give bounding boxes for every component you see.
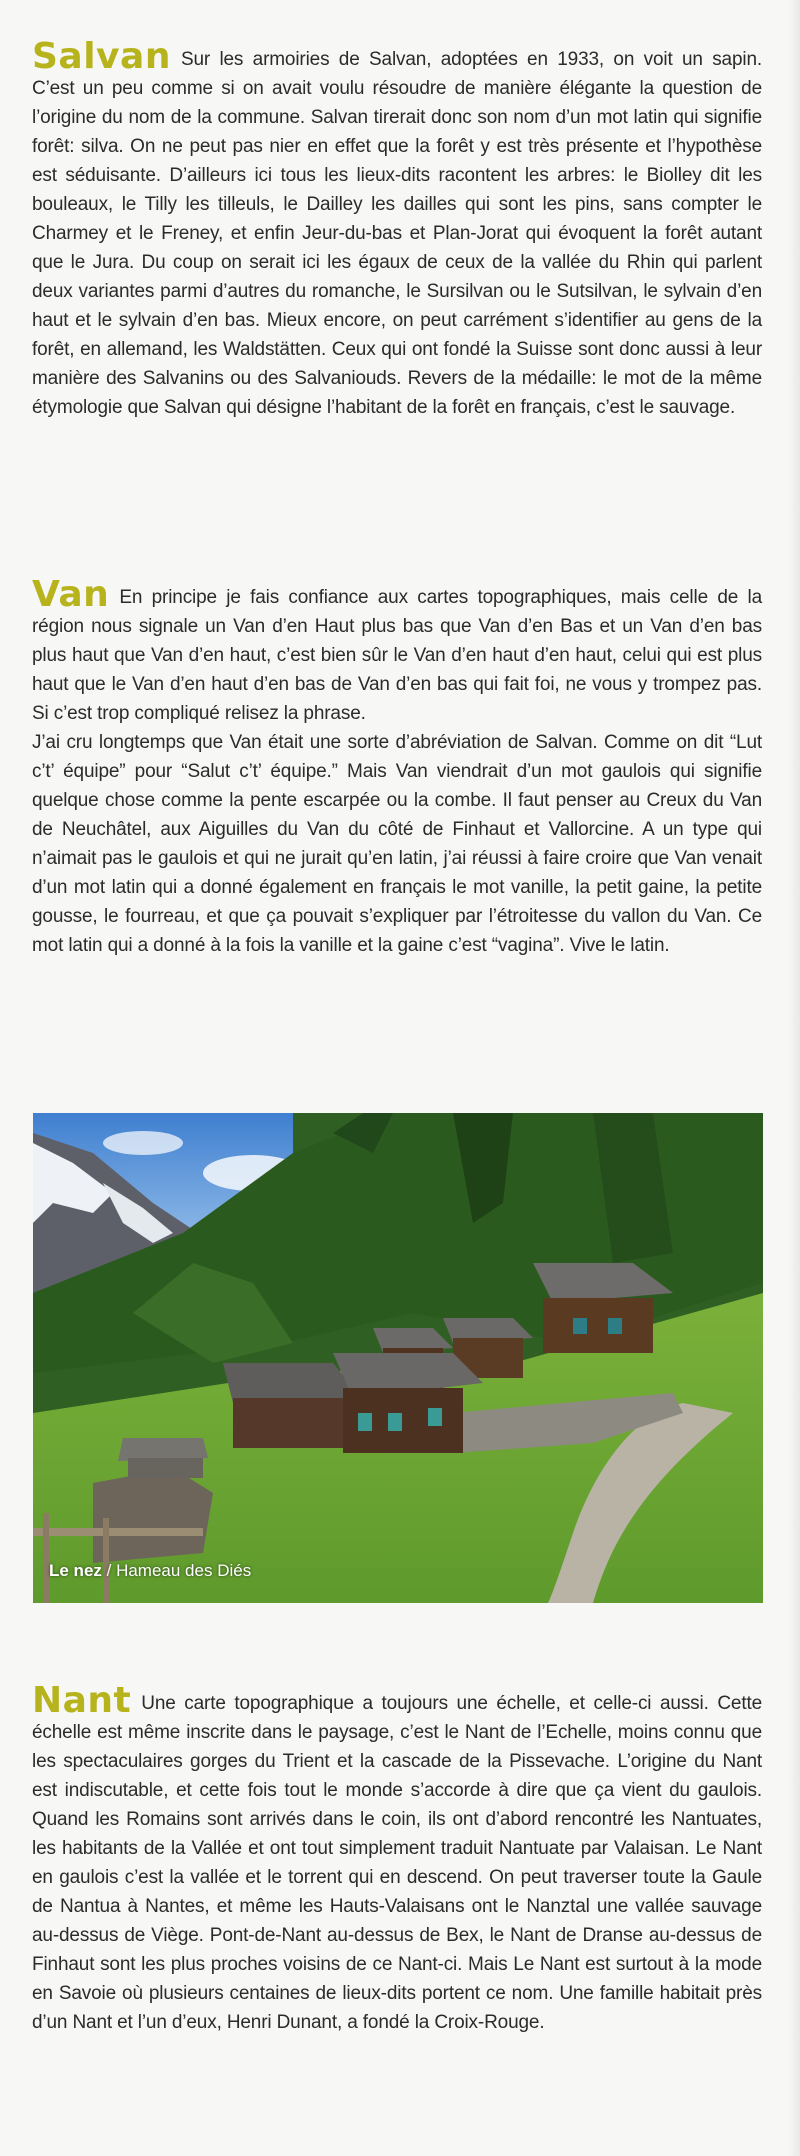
nant-text: Une carte topographique a toujours une échelle, et celle-ci aussi. Cette échelle est même inscrite dans le paysage, c’est le Nant de l’Echelle, moins connu que les spectaculaires gorges du Trient et la cascade de la Pissevache. L’origine du Nant est indiscutable, et cette fois tout le monde s’accorde à dire que ça vient du gaulois. Quand les Romains sont arrivés dans le coin, ils ont d’abord rencontré les Nantuates, les habitants de la Vallée et ont tout simplement traduit Nantuate par Valaisan. Le Nant en gaulois c’est la vallée et le torrent qui en descend. On peut traverser toute la Gaule de Nantua à Nantes, et même les Hauts-Valaisans ont le Nanztal une vallée sauvage au-dessus de Viège. Pont-de-Nant au-dessus de Bex, le Nant de Dranse au-dessus de Finhaut sont les plus proches voisins de ce Nant-ci. Mais Le Nant est surtout à la mode en Savoie où plusieurs centaines de lieux-dits portent ce nom. Une famille habitait près d’un Nant et l’un d’eux, Henri Dunant, a fondé la Croix-Rouge. [32,1693,762,2033]
nant-paragraph [32,1680,762,2037]
section-nant [32,1680,762,2037]
salvan-paragraph [32,36,762,422]
salvan-text: Sur les armoiries de Salvan, adoptées en 1933, on voit un sapin. C’est un peu comme si on avait voulu résoudre de manière élégante la question de l’origine du nom de la commune. Salvan tirerait donc son nom d’un mot latin qui signifie forêt: silva. On ne peut pas nier en effet que la forêt y est très présente et l’hypothèse est séduisante. D’ailleurs ici tous les lieux-dits racontent les arbres: le Biolley dit les bouleaux, le Tilly les tilleuls, le Dailley les dailles qui sont les pins, sans compter le Charmey et le Freney, et enfin Jeur-du-bas et Plan-Jorat qui évoquent la forêt autant que le Jura. Du coup on serait ici les égaux de ceux de la vallée du Rhin qui parlent deux variantes parmi d’autres du romanche, le Sursilvan ou le Sutsilvan, le sylvain d’en haut et le sylvain d’en bas. Mieux encore, on peut carrément s’identifier au gens de la forêt, en allemand, les Waldstätten. Ceux qui ont fondé la Suisse sont donc aussi à leur manière des Salvanins ou des Salvaniouds. Revers de la médaille: le mot de la même étymologie que Salvan qui désigne l’habitant de la forêt en français, c’est le sauvage. [32,49,762,418]
caption-text: Hameau des Diés [116,1561,252,1580]
salvan-heading: Salvan [32,36,171,77]
hamlet-landscape-illustration [33,1113,763,1603]
nant-heading: Nant [32,1680,132,1721]
van-paragraph-1 [32,574,762,728]
section-van [32,574,762,960]
caption-separator: / [101,1561,117,1580]
caption-bold: Le nez [49,1561,102,1580]
hamlet-photo [33,1113,763,1603]
section-salvan [32,36,762,422]
van-heading: Van [32,574,110,615]
van-paragraph-2: J’ai cru longtemps que Van était une sorte d’abréviation de Salvan. Comme on dit “Lut c’t’ équipe” pour “Salut c’t’ équipe.” Mais Van viendrait d’un mot gaulois qui signifie quelque chose comme la pente escarpée ou la combe. Il faut penser au Creux du Van de Neuchâtel, aux Aiguilles du Van du côté de Finhaut et Vallorcine. A un type qui n’aimait pas le gaulois et qui ne jurait qu’en latin, j’ai réussi à faire croire que Van venait d’un mot latin qui a donné également en français le mot vanille, la petit gaine, la petite gousse, le fourreau, et que ça pouvait s’expliquer par l’étroitesse du vallon du Van. Ce mot latin qui a donné à la fois la vanille et la gaine c’est “vagina”. Vive le latin. [32,732,762,956]
photo-caption [49,1561,251,1581]
van-text-1: En principe je fais confiance aux cartes topographiques, mais celle de la région nous signale un Van d’en Haut plus bas que Van d’en Bas et un Van d’en bas plus haut que Van d’en haut, c’est bien sûr le Van d’en haut d’en haut, celui qui est plus haut que le Van d’en haut d’en bas de Van d’en bas qui fait foi, ne vous y trompez pas. Si c’est trop compliqué relisez la phrase. [32,587,762,724]
page-edge-shadow [788,0,800,2156]
